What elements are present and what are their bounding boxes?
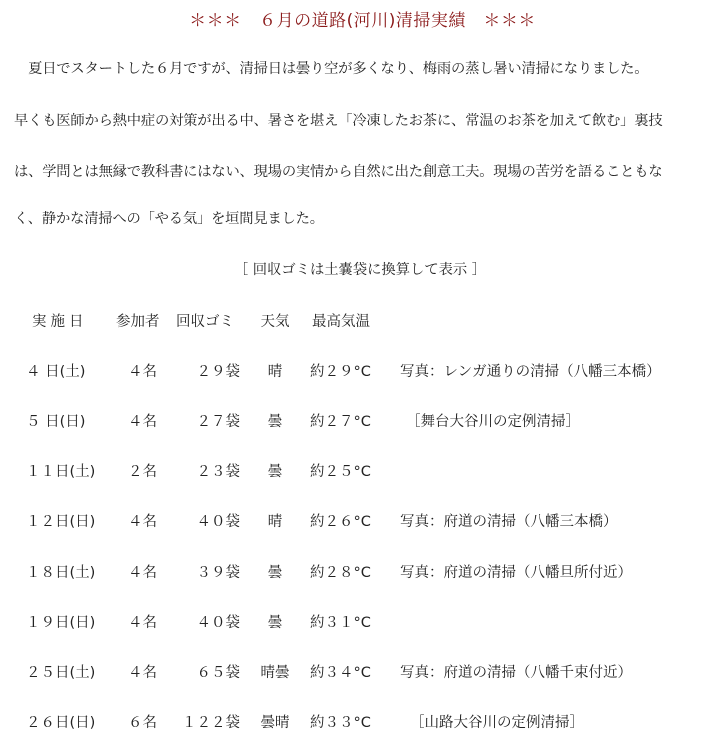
table-header bbox=[0, 310, 725, 334]
cell-garbage: ２３袋 bbox=[196, 464, 240, 480]
header-garbage: 回収ゴミ bbox=[176, 314, 234, 330]
paragraph-line-1: 夏日でスタートした６月ですが、清掃日は曇り空が多くなり、梅雨の蒸し暑い清掃になりました。 bbox=[14, 61, 649, 77]
cell-date: １９日(日) bbox=[26, 615, 96, 631]
table-row bbox=[0, 460, 725, 484]
paragraph-line-4: く、静かな清掃への「やる気」を垣間見ました。 bbox=[14, 211, 324, 227]
cell-garbage: ３９袋 bbox=[196, 565, 240, 581]
cell-garbage: １２２袋 bbox=[182, 715, 240, 731]
cell-garbage: ４０袋 bbox=[196, 615, 240, 631]
cell-participants: ４名 bbox=[128, 615, 157, 631]
cell-max-temp: 約３１°C bbox=[310, 615, 371, 631]
cell-participants: ２名 bbox=[128, 464, 157, 480]
table-row bbox=[0, 510, 725, 534]
paragraph-line-3: は、学問とは無縁で教科書にはない、現場の実情から自然に出た創意工夫。現場の苦労を語ることもな bbox=[14, 164, 663, 180]
cell-note: 写真：レンガ通りの清掃（八幡三本橋） bbox=[400, 364, 661, 380]
table-row bbox=[0, 611, 725, 635]
cell-weather: 晴 bbox=[267, 514, 283, 530]
cell-max-temp: 約２９°C bbox=[310, 364, 371, 380]
cell-participants: ４名 bbox=[128, 665, 157, 681]
cell-participants: ４名 bbox=[128, 565, 157, 581]
header-weather: 天気 bbox=[260, 314, 290, 330]
cell-participants: ４名 bbox=[128, 414, 157, 430]
cell-date: １８日(土) bbox=[26, 565, 96, 581]
cell-max-temp: 約２８°C bbox=[310, 565, 371, 581]
table-row bbox=[0, 661, 725, 685]
header-participants: 参加者 bbox=[116, 314, 160, 330]
cell-max-temp: 約２６°C bbox=[310, 514, 371, 530]
cell-date: １２日(日) bbox=[26, 514, 96, 530]
cell-date: ２６日(日) bbox=[26, 715, 96, 731]
page-title: ＊＊＊ ６月の道路(河川)清掃実績 ＊＊＊ bbox=[189, 11, 536, 31]
cell-weather: 晴 bbox=[267, 364, 283, 380]
cell-participants: ４名 bbox=[128, 514, 157, 530]
cell-garbage: ６５袋 bbox=[196, 665, 240, 681]
table-row bbox=[0, 360, 725, 384]
conversion-note: ［ 回収ゴミは土嚢袋に換算して表示 ］ bbox=[233, 262, 487, 278]
cell-note: ［山路大谷川の定例清掃］ bbox=[410, 715, 584, 731]
cell-date: ４ 日(土) bbox=[26, 364, 86, 380]
table-row bbox=[0, 711, 725, 735]
cell-max-temp: 約２７°C bbox=[310, 414, 371, 430]
cell-garbage: ２７袋 bbox=[196, 414, 240, 430]
cell-garbage: ２９袋 bbox=[196, 364, 240, 380]
table-row bbox=[0, 561, 725, 585]
cell-date: ２５日(土) bbox=[26, 665, 96, 681]
cell-max-temp: 約３３°C bbox=[310, 715, 371, 731]
cell-weather: 曇 bbox=[267, 615, 283, 631]
paragraph-line-2: 早くも医師から熱中症の対策が出る中、暑さを堪え「冷凍したお茶に、常温のお茶を加えて飲む」裏技 bbox=[14, 113, 663, 129]
cell-weather: 曇 bbox=[267, 414, 283, 430]
cell-note: 写真：府道の清掃（八幡千束付近） bbox=[400, 665, 632, 681]
cell-weather: 曇 bbox=[267, 464, 283, 480]
cell-note: 写真：府道の清掃（八幡三本橋） bbox=[400, 514, 618, 530]
cell-participants: ４名 bbox=[128, 364, 157, 380]
cell-date: ５ 日(日) bbox=[26, 414, 86, 430]
cell-date: １１日(土) bbox=[26, 464, 96, 480]
cell-max-temp: 約３４°C bbox=[310, 665, 371, 681]
cell-note: 写真：府道の清掃（八幡旦所付近） bbox=[400, 565, 632, 581]
table-row bbox=[0, 410, 725, 434]
cell-weather: 晴曇 bbox=[260, 665, 290, 681]
cell-max-temp: 約２５°C bbox=[310, 464, 371, 480]
header-date: 実施日 bbox=[32, 314, 88, 330]
cell-garbage: ４０袋 bbox=[196, 514, 240, 530]
cell-weather: 曇 bbox=[267, 565, 283, 581]
cell-note: ［舞台大谷川の定例清掃］ bbox=[406, 414, 580, 430]
cell-participants: ６名 bbox=[128, 715, 157, 731]
header-max-temp: 最高気温 bbox=[312, 314, 370, 330]
cell-weather: 曇晴 bbox=[260, 715, 290, 731]
